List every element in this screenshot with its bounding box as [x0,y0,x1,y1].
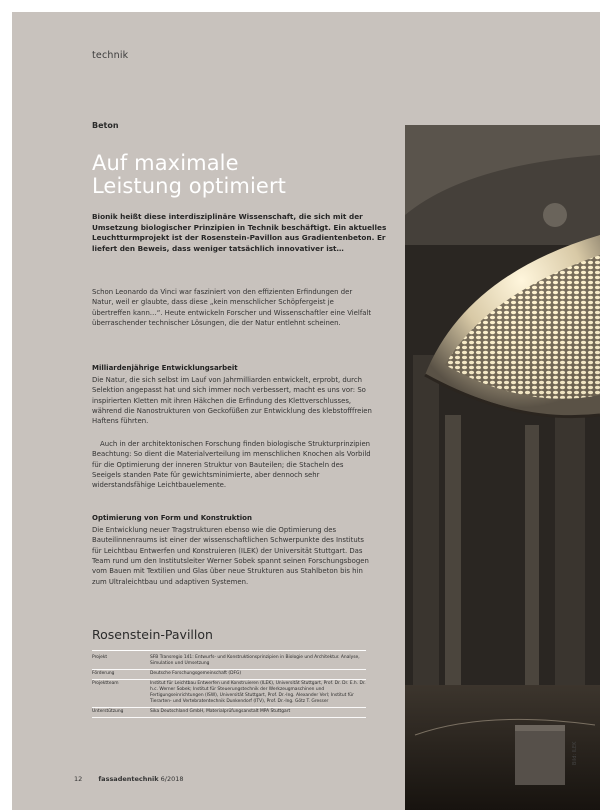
infobox-table [92,654,366,718]
infobox-top-rule [92,650,366,651]
body-paragraph-4: Die Entwicklung neuer Tragstrukturen ebenso wie die Optimierung des Bauteilinnenraums ist einer der wissenschaftlichen Schwerpunkte des Instituts für Leichtbau Entwerfen und Konstruieren (ILEK) der Universität Stuttgart. Das Team rund um den Institutsleiter Werner Sobek spannt seinen Forschungsbogen vom Bauen mit Textilien und Glas über neue Strukturen aus Stahlbeton bis hin zum Ultraleichtbau und adaptiven Systemen. [92,526,369,586]
pavilion-photo-graphic [405,125,600,810]
infobox-row [92,670,366,680]
infobox-label: Förderung [92,670,150,680]
infobox-label: Unterstützung [92,708,150,718]
infobox-title: Rosenstein-Pavillon [92,627,213,642]
page-number: 12 [74,775,83,783]
pavilion-photo [405,125,600,810]
rubric-label: Beton [92,121,119,130]
infobox-row [92,708,366,718]
infobox-label: Projekt [92,654,150,670]
body-paragraph-1: Schon Leonardo da Vinci war fasziniert von den effizienten Erfindungen der Natur, weil er glaubte, dass diese „kein menschlicher Schöpfergeist je übertreffen kann…“. Heute entwickeln Forscher und Wissenschaftler eine Vielfalt überraschender technischer Lösungen, die der Natur entlehnt scheinen. [92,288,372,328]
body-paragraph-3: Auch in der architektonischen Forschung finden biologische Strukturprinzipien Beachtung: So dient die Materialverteilung im menschlichen Knochen als Vorbild für die Optimierung der inneren Struktur von Bauteilen; die Stacheln des Seeigels standen Pate für gewichtsminimierte, aber dennoch sehr widerstandsfähige Leichtbauelemente. [92,440,371,490]
headline [92,152,286,198]
headline-line-2: Leistung optimiert [92,174,287,198]
subheading-1: Milliardenjährige Entwicklungsarbeit [92,364,238,372]
photo-credit: Bild: ILEK [572,741,578,765]
infobox-row [92,654,366,670]
section-label: technik [92,50,129,61]
infobox-value: Deutsche Forschungsgemeinschaft (DFG) [150,670,366,680]
subheading-2: Optimierung von Form und Konstruktion [92,514,252,522]
headline-line-1: Auf maximale [92,151,239,175]
infobox-row [92,680,366,708]
body-paragraph-2: Die Natur, die sich selbst im Lauf von Jahrmilliarden entwickelt, erprobt, durch Selektion angepasst hat und sich immer noch verbessert, macht es uns vor: So inspirierten Kletten mit ihren Häkchen die Erfindung des Klettverschlusses, während die Nanostrukturen von Geckofüßen zur Entwicklung des klebstofffreien Haftens führten. [92,376,372,426]
magazine-name: fassadentechnik [98,775,159,783]
page-footer [74,775,184,783]
infobox-value: Institut für Leichtbau Entwerfen und Konstruieren (ILEK), Universität Stuttgart, Prof. Dr. Dr. E.h. Dr. h.c. Werner Sobek; Institut für Steuerungstechnik der Werkzeugmaschinen und Fertigungseinrichtungen (ISW), Universität Stuttgart, Prof. Dr.-Ing. Alexander Verl; Institut für Tierarten- und Vertebratentechnik Dunkendorf (ITV), Prof. Dr.-Ing. Götz T. Gresser [150,680,366,708]
infobox-label: Projektteam [92,680,150,708]
lead-paragraph: Bionik heißt diese interdisziplinäre Wissenschaft, die sich mit der Umsetzung biologischer Prinzipien in Technik beschäftigt. Ein aktuelles Leuchtturmprojekt ist der Rosenstein-Pavillon aus Gradientenbeton. Er liefert den Beweis, dass weniger tatsächlich innovativer ist… [92,212,387,253]
infobox-value: Sika Deutschland GmbH, Materialprüfungsanstalt MPA Stuttgart [150,708,366,718]
infobox-value: SFB Transregio 141: Entwurfs- und Konstruktionsprinzipien in Biologie und Architektur. Analyse, Simulation und Umsetzung [150,654,366,670]
issue-number: 6/2018 [158,775,184,783]
